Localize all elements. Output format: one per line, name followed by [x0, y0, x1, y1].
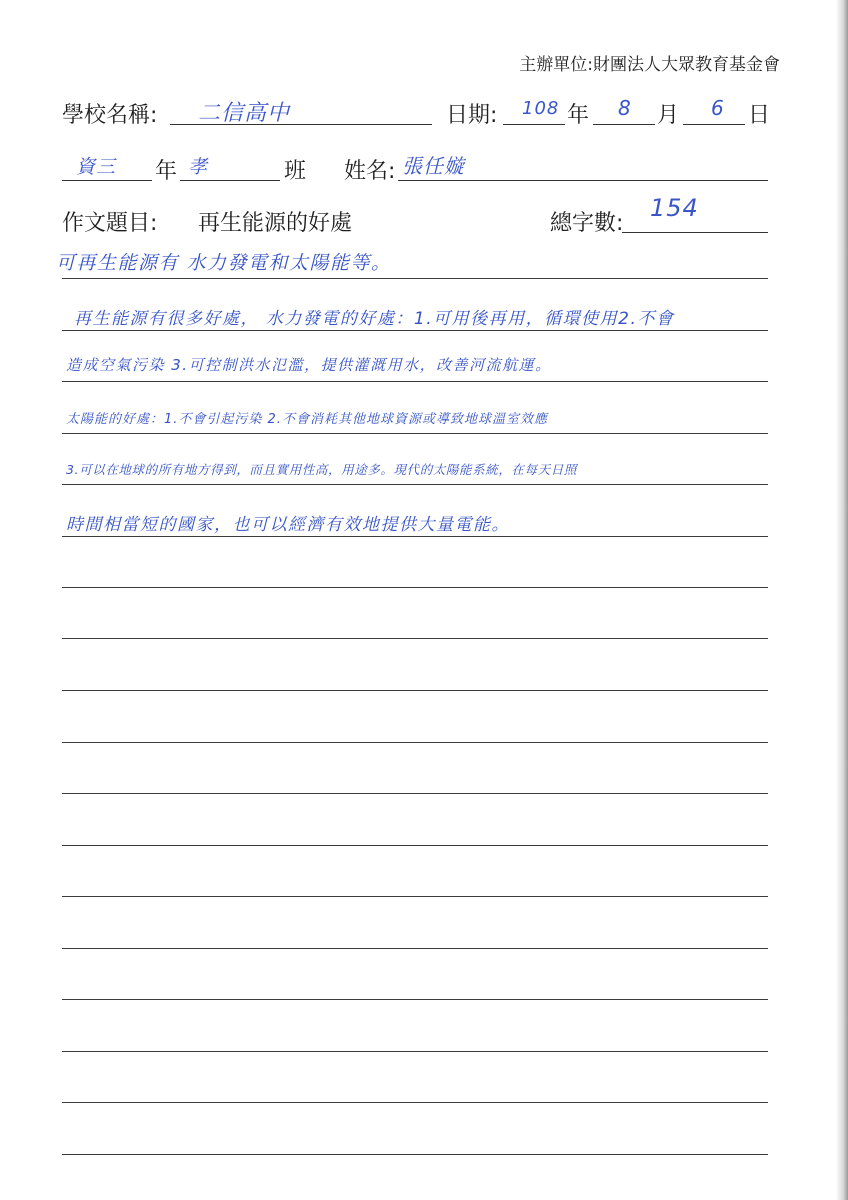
essay-line-2: 再生能源有很多好處， 水力發電的好處：1.可用後再用，循環使用2.不會 — [74, 309, 675, 329]
wordcount-field-line — [622, 232, 768, 233]
ruled-line — [62, 1154, 768, 1155]
school-label: 學校名稱: — [62, 103, 158, 128]
name-label: 姓名: — [344, 159, 396, 184]
date-year-value: 108 — [522, 98, 560, 119]
grade-unit: 年 — [155, 159, 178, 184]
ruled-line — [62, 845, 768, 846]
ruled-line — [62, 948, 768, 949]
grade-field-line — [62, 180, 152, 181]
date-month-value: 8 — [618, 96, 632, 120]
date-label: 日期: — [446, 103, 498, 128]
organizer-text: 主辦單位:財團法人大眾教育基金會 — [519, 55, 780, 75]
ruled-line — [62, 793, 768, 794]
essay-line-3: 造成空氣污染 3.可控制洪水氾濫，提供灌溉用水，改善河流航運。 — [66, 356, 552, 374]
grade-value: 資三 — [76, 156, 117, 178]
ruled-line — [62, 433, 768, 434]
class-value: 孝 — [188, 156, 209, 178]
ruled-line — [62, 1051, 768, 1052]
ruled-line — [62, 536, 768, 537]
ruled-line — [62, 484, 768, 485]
ruled-line — [62, 587, 768, 588]
year-unit: 年 — [567, 103, 590, 128]
ruled-line — [62, 690, 768, 691]
date-year-line — [503, 124, 565, 125]
topic-label: 作文題目: — [62, 211, 158, 236]
ruled-line — [62, 742, 768, 743]
ruled-line — [62, 1102, 768, 1103]
day-unit: 日 — [748, 103, 771, 128]
date-day-value: 6 — [711, 96, 725, 120]
ruled-line — [62, 638, 768, 639]
ruled-line — [62, 381, 768, 382]
essay-line-4: 太陽能的好處：1.不會引起污染 2.不會消耗其他地球資源或導致地球溫室效應 — [66, 412, 548, 427]
class-field-line — [180, 180, 280, 181]
essay-line-6: 時間相當短的國家，也可以經濟有效地提供大量電能。 — [66, 515, 510, 535]
essay-line-1: 可再生能源有 水力發電和太陽能等。 — [56, 252, 392, 274]
scan-edge-shadow — [836, 0, 848, 1200]
date-day-line — [683, 124, 745, 125]
wordcount-value: 154 — [650, 194, 699, 222]
essay-line-5: 3.可以在地球的所有地方得到，而且實用性高，用途多。現代的太陽能系統，在每天日照 — [66, 462, 577, 477]
topic-value: 再生能源的好處 — [198, 211, 353, 236]
wordcount-label: 總字數: — [550, 211, 624, 236]
ruled-line — [62, 896, 768, 897]
month-unit: 月 — [657, 103, 680, 128]
name-field-line — [398, 180, 768, 181]
class-unit: 班 — [284, 159, 307, 184]
ruled-line — [62, 278, 768, 279]
name-value: 張任嫙 — [402, 154, 465, 178]
date-month-line — [593, 124, 655, 125]
school-value: 二信高中 — [198, 101, 291, 126]
ruled-line — [62, 999, 768, 1000]
ruled-line — [62, 330, 768, 331]
